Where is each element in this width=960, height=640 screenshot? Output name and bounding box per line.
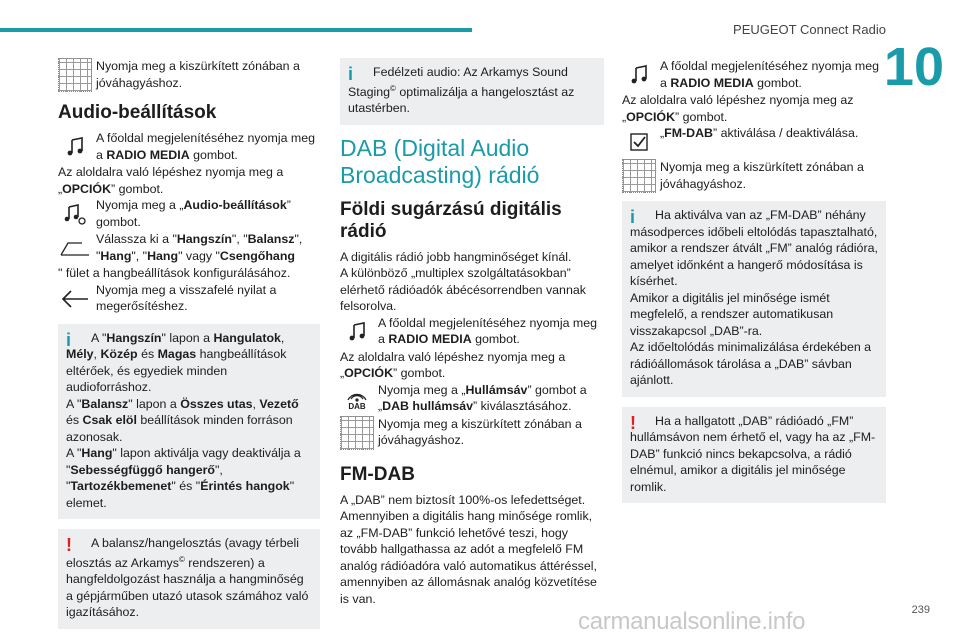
step-options: Az aloldalra való lépéshez nyomja meg az „OPCIÓK” gombot. <box>622 93 854 124</box>
column-3 <box>622 58 886 513</box>
section-heading-dab: DAB (Digital Audio Broadcasting) rádió <box>340 134 540 188</box>
back-arrow-icon <box>58 282 92 316</box>
info-icon: i <box>66 329 72 350</box>
step-audio-settings: Nyomja meg a „Audio-beállítások” gombot. <box>58 197 320 231</box>
info-icon: i <box>348 64 354 84</box>
info-box-fm-dab: i Ha aktiválva van az „FM-DAB” néhány másodperces időbeli eltolódás tapasztalható, amikor a rendszer átvált „FM” analóg rádióra, amelyet időnként a hangerő módosítása is kísérhet. Amikor a digitális jel minősége ismét megfelelő, a rendszer automatikusan visszakapcsol „DAB”-ra. Az időeltolódás minimalizálása érdekében a rádióállomások tárolása a „DAB” sávban ajánlott. <box>622 201 886 397</box>
header-title: PEUGEOT Connect Radio <box>733 22 886 37</box>
music-settings-icon <box>58 197 92 231</box>
subheading-fm-dab: FM-DAB <box>340 463 415 485</box>
grey-zone-grid-icon <box>340 416 374 450</box>
grey-zone-grid-icon <box>58 58 92 92</box>
step-radio-media: A főoldal megjelenítéséhez nyomja meg a RADIO MEDIA gombot. <box>58 130 320 164</box>
info-box-arkamys: i Fedélzeti audio: Az Arkamys Sound Staging© optimalizálja a hangelosztást az utastérben. <box>340 58 604 125</box>
column-1 <box>58 58 320 639</box>
step-band: DAB Nyomja meg a „Hullámsáv” gombot a „DAB hullámsáv” kiválasztásához. <box>340 382 604 416</box>
info-icon: i <box>630 207 636 227</box>
step-back-arrow: Nyomja meg a visszafelé nyilat a megerősítéshez. <box>58 282 320 316</box>
checkbox-icon <box>622 125 656 159</box>
intro-text: A digitális rádió jobb hangminőséget kínál. A különböző „multiplex szolgáltatásokban” elérhető rádióadók ábécésorrendben vannak felsorolva. <box>340 249 586 314</box>
step-confirm-grid: Nyomja meg a kiszürkített zónában a jóváhagyáshoz. <box>58 58 320 92</box>
column-2 <box>340 58 604 607</box>
step-options: Az aloldalra való lépéshez nyomja meg a „OPCIÓK” gombot. <box>58 165 284 196</box>
step-radio-media: A főoldal megjelenítéséhez nyomja meg a RADIO MEDIA gombot. <box>340 315 604 349</box>
header-accent-bar <box>0 28 472 32</box>
subheading-digital-radio: Földi sugárzású digitális rádió <box>340 198 562 242</box>
warning-icon: ! <box>630 412 636 433</box>
step-confirm-grid: Nyomja meg a kiszürkített zónában a jóváhagyáshoz. <box>622 159 886 193</box>
tab-selector-icon <box>58 231 92 265</box>
section-heading-audio: Audio-beállítások <box>58 102 217 123</box>
info-box-tones: i A "Hangszín" lapon a Hangulatok, Mély, Közép és Magas hangbeállítások eltérőek, és egyediek minden audioforráshoz. A "Balansz" lapon a Összes utas, Vezető és Csak elöl beállítások minden forráson azonosak. A "Hang" lapon aktiválja vagy deaktiválja a "Sebességfüggő hangerő", "Tartozékbemenet" és "Érintés hangok" elemet. <box>58 324 320 520</box>
warning-icon: ! <box>66 535 72 555</box>
step-fm-dab-toggle: „FM-DAB” aktiválása / deaktiválása. <box>622 125 886 159</box>
chapter-number: 10 <box>883 37 944 97</box>
step-confirm-grid: Nyomja meg a kiszürkített zónában a jóváhagyáshoz. <box>340 416 604 450</box>
warning-box-balance: ! A balansz/hangelosztás (avagy térbeli elosztás az Arkamys© rendszeren) a hangfeldolgozást használja a hangminőség a gépjárműben utazó utasok számához való igazításához. <box>58 529 320 629</box>
music-note-icon <box>622 58 656 92</box>
page-number: 239 <box>911 604 930 616</box>
step-select-tab-cont: " fület a hangbeállítások konfigurálásához. <box>58 266 291 280</box>
step-options: Az aloldalra való lépéshez nyomja meg a „OPCIÓK” gombot. <box>340 349 566 381</box>
step-radio-media: A főoldal megjelenítéséhez nyomja meg a RADIO MEDIA gombot. <box>622 58 886 92</box>
music-note-icon <box>58 130 92 164</box>
step-select-tab: Válassza ki a "Hangszín", "Balansz", "Hang", "Hang" vagy "Csengőhang <box>58 231 320 265</box>
grey-zone-grid-icon <box>622 159 656 193</box>
fm-dab-text: A „DAB” nem biztosít 100%-os lefedettséget. Amennyiben a digitális hang minősége romlik, az „FM-DAB” funkció lehetővé teszi, hogy tovább hallgathassa az adót a megfelelő FM analóg rádióadóra való automatikus áttéréssel, amennyiben az állomásnak analóg közvetítése is van. <box>340 492 597 606</box>
dab-antenna-icon: DAB <box>340 382 374 416</box>
music-note-icon <box>340 315 374 349</box>
warning-box-dab: ! Ha a hallgatott „DAB” rádióadó „FM” hullámsávon nem érhető el, vagy ha az „FM-DAB” funkció nincs bekapcsolva, a rádió elnémul, amikor a digitális jel minősége romlik. <box>622 407 886 504</box>
watermark: carmanualsonline.info <box>578 608 806 635</box>
